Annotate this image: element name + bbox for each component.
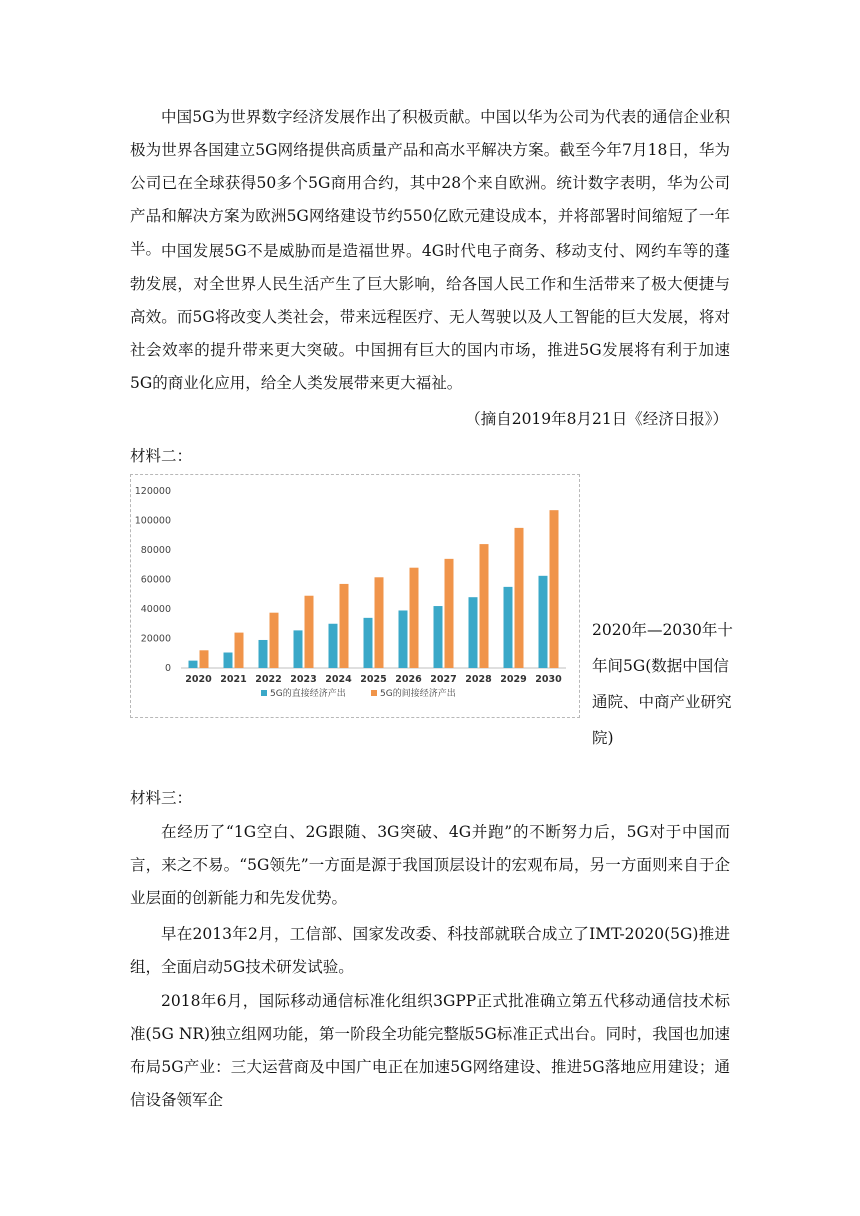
paragraph-5: 2018年6月，国际移动通信标准化组织3GPP正式批准确立第五代移动通信技术标准(5G NR)独立组网功能，第一阶段全功能完整版5G标准正式出台。同时，我国也加速布局5G产业：三大运营商及中国广电正在加速5G网络建设、推进5G落地应用建设；通信设备领军企 xyxy=(130,992,730,1109)
paragraph-1: 中国5G为世界数字经济发展作出了积极贡献。中国以华为公司为代表的通信企业积极为世界各国建立5G网络提供高质量产品和高水平解决方案。截至今年7月18日，华为公司已在全球获得50多个5G商用合约，其中28个来自欧洲。统计数字表明，华为公司产品和解决方案为欧洲5G网络建设节约550亿欧元建设成本，并将部署时间缩短了一年半。 xyxy=(130,108,730,258)
bar-direct xyxy=(294,630,303,668)
y-tick-label: 40000 xyxy=(140,604,171,615)
source-citation: （摘自2019年8月21日《经济日报》） xyxy=(465,410,728,428)
bar-direct xyxy=(329,624,338,668)
x-tick-label: 2025 xyxy=(360,674,387,685)
legend-label: 5G的间接经济产出 xyxy=(380,689,456,699)
bar-direct xyxy=(469,597,478,668)
x-tick-label: 2020 xyxy=(185,674,212,685)
bar-direct xyxy=(504,587,513,668)
bar-indirect xyxy=(340,584,349,668)
x-tick-label: 2027 xyxy=(430,674,457,685)
bar-indirect xyxy=(445,559,454,668)
bar-indirect xyxy=(480,544,489,668)
x-tick-label: 2022 xyxy=(255,674,282,685)
bar-indirect xyxy=(270,613,279,668)
bar-indirect xyxy=(515,528,524,668)
y-tick-label: 0 xyxy=(164,663,171,674)
bar-direct xyxy=(399,610,408,668)
bar-indirect xyxy=(410,568,419,668)
y-tick-label: 80000 xyxy=(140,545,171,556)
chart-svg xyxy=(131,475,579,717)
paragraph-3: 在经历了“1G空白、2G跟随、3G突破、4G并跑”的不断努力后，5G对于中国而言，来之不易。“5G领先”一方面是源于我国顶层设计的宏观布局，另一方面则来自于企业层面的创新能力和先发优势。 xyxy=(130,823,730,907)
x-tick-label: 2030 xyxy=(535,674,562,685)
bar-indirect xyxy=(235,633,244,668)
x-tick-label: 2028 xyxy=(465,674,492,685)
y-tick-label: 120000 xyxy=(134,486,171,497)
bar-direct xyxy=(259,640,268,668)
legend-label: 5G的直接经济产出 xyxy=(270,689,346,699)
legend-swatch xyxy=(261,690,267,696)
bar-direct xyxy=(539,576,548,668)
y-tick-label: 100000 xyxy=(134,515,171,527)
bar-indirect xyxy=(200,650,209,668)
material-3-label: 材料三： xyxy=(130,789,193,807)
x-tick-label: 2024 xyxy=(325,674,352,685)
bar-direct xyxy=(434,606,443,668)
bar-direct xyxy=(364,618,373,668)
y-tick-label: 60000 xyxy=(140,574,171,586)
bar-direct xyxy=(189,661,198,668)
x-tick-label: 2023 xyxy=(290,674,317,685)
y-tick-label: 20000 xyxy=(140,633,171,645)
bar-indirect xyxy=(305,596,314,668)
x-tick-label: 2026 xyxy=(395,674,422,685)
paragraph-4: 早在2013年2月，工信部、国家发改委、科技部就联合成立了IMT-2020(5G)推进组，全面启动5G技术研发试验。 xyxy=(130,925,730,976)
x-tick-label: 2021 xyxy=(220,674,247,685)
paragraph-2: 中国发展5G不是威胁而是造福世界。4G时代电子商务、移动支付、网约车等的蓬勃发展，对全世界人民生活产生了巨大影响，给各国人民工作和生活带来了极大便捷与高效。而5G将改变人类社会，带来远程医疗、无人驾驶以及人工智能的巨大发展，将对社会效率的提升带来更大突破。中国拥有巨大的国内市场，推进5G发展将有利于加速5G的商业化应用，给全人类发展带来更大福祉。 xyxy=(130,242,730,392)
bar-indirect xyxy=(550,510,559,668)
bar-direct xyxy=(224,653,233,668)
bar-indirect xyxy=(375,577,384,668)
x-tick-label: 2029 xyxy=(500,674,527,685)
bar-chart xyxy=(130,474,580,718)
chart-caption: 2020年—2030年十年间5G(数据中国信通院、中商产业研究院) xyxy=(592,621,733,747)
legend-swatch xyxy=(371,690,377,696)
material-2-label: 材料二： xyxy=(130,447,193,465)
